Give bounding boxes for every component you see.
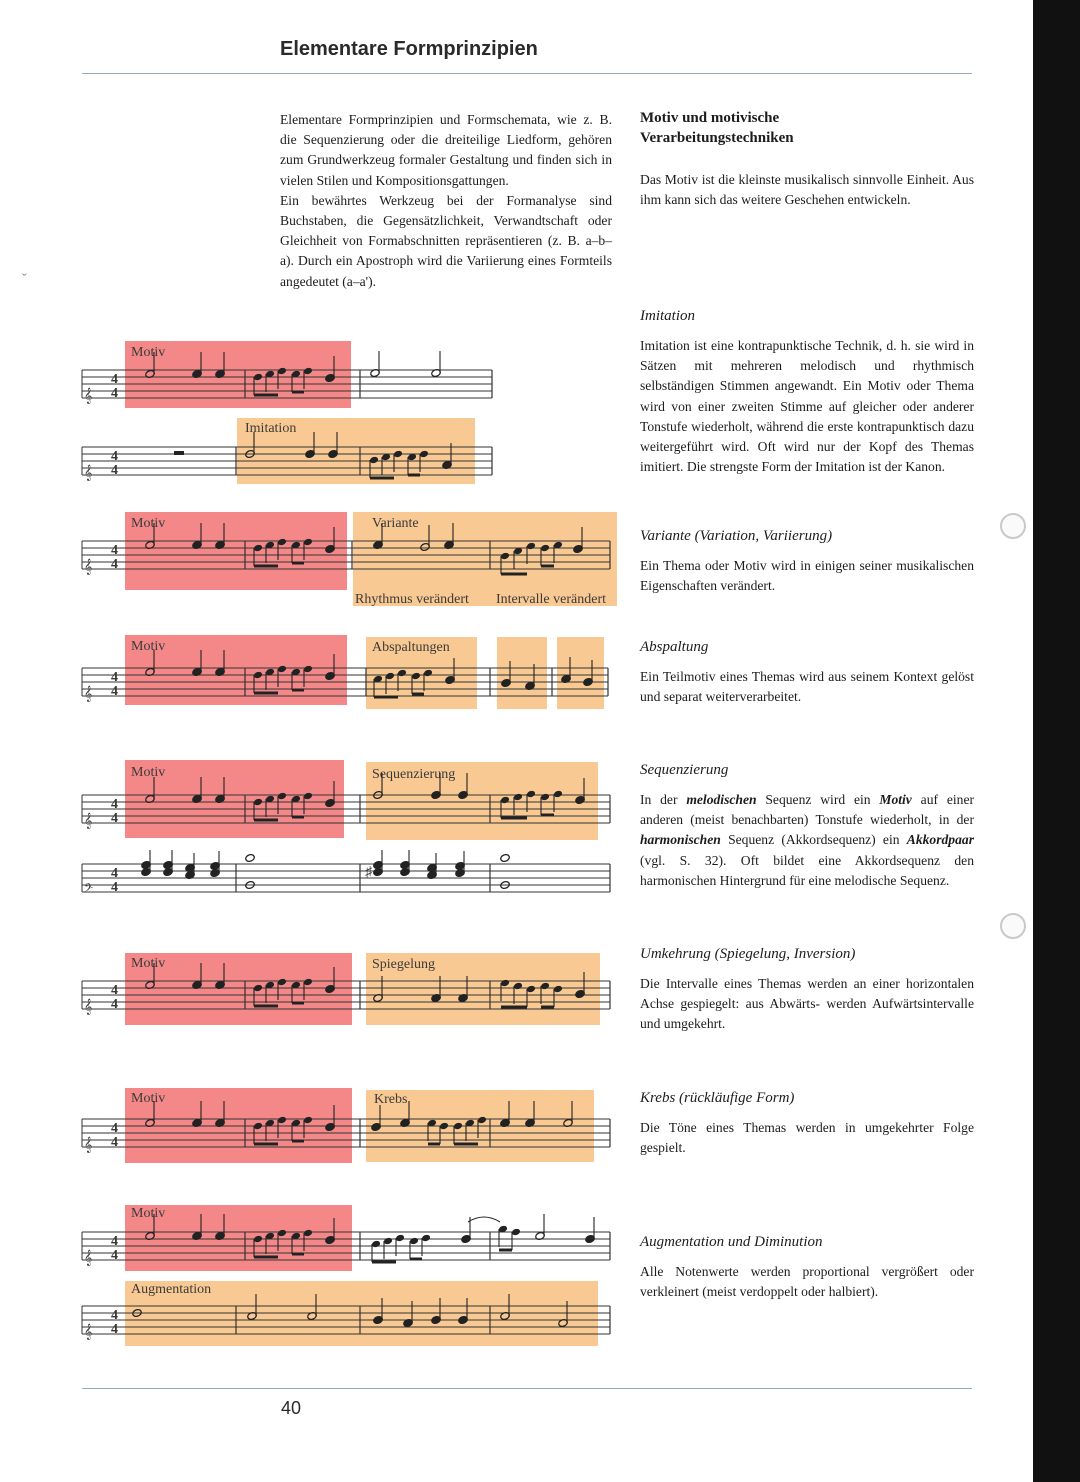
text-run: (vgl. S. 32). Oft bildet eine Akkordsequenz den harmonischen Hintergrund für eine melodische Sequenz. (640, 852, 974, 888)
half-note (370, 351, 380, 378)
sharp: ♯ (365, 865, 372, 880)
section-heading: Krebs (rückläufige Form) (640, 1090, 795, 1106)
motiv-label: Motiv (131, 1091, 166, 1106)
time-signature-top: 4 (111, 670, 118, 685)
section-heading: Abspaltung (640, 639, 709, 655)
text-run: auf einer anderen (meist benachbarten) Tonstufe wiederholt, in der (640, 792, 975, 828)
staff-lower (82, 864, 610, 892)
variant-highlight (497, 637, 547, 709)
caption-rhythm: Rhythmus verändert (355, 592, 469, 607)
section-body: Ein Thema oder Motiv wird in einigen seiner musikalischen Eigenschaften verändert. (640, 558, 974, 594)
motiv-label: Motiv (131, 345, 166, 360)
section-heading: Umkehrung (Spiegelung, Inversion) (640, 946, 856, 962)
caption-interval: Intervalle verändert (496, 592, 606, 607)
time-signature-bottom: 4 (111, 684, 118, 699)
example-label: Imitation (245, 421, 297, 436)
example-label: Abspaltungen (372, 640, 450, 655)
section-body: Ein Teilmotiv eines Themas wird aus seinem Kontext gelöst und separat weiterverarbeitet. (640, 669, 974, 705)
emphasis: Akkordpaar (906, 832, 974, 848)
time-signature-bottom: 4 (111, 1248, 118, 1263)
example-label: Variante (372, 516, 419, 531)
section-heading: Variante (Variation, Variierung) (640, 528, 833, 544)
intro-paragraph-1: Elementare Formprinzipien und Formschemata, wie z. B. die Sequenzierung oder die dreiteilige Liedform, gehören zum Grundwerkzeug formaler Gestaltung und finden sich in vielen Stilen und Kompositionsgattungen. (280, 112, 612, 188)
treble-clef: 𝄞 (84, 1251, 93, 1266)
time-signature-top: 4 (111, 543, 118, 558)
time-signature-bottom: 4 (111, 386, 118, 401)
time-signature-bottom: 4 (111, 811, 118, 826)
tie (468, 1217, 500, 1222)
notehead (245, 853, 255, 862)
section-heading: Motiv und motivische Verarbeitungstechniken (640, 110, 794, 146)
section-body: Das Motiv ist die kleinste musikalisch sinnvolle Einheit. Aus ihm kann sich das weitere Geschehen entwickeln. (640, 172, 974, 208)
time-signature-top: 4 (111, 1234, 118, 1249)
time-signature-top: 4 (111, 1308, 118, 1323)
emphasis: harmonischen (640, 832, 721, 848)
time-signature-top: 4 (111, 372, 118, 387)
time-signature-bottom: 4 (111, 997, 118, 1012)
whole-note (245, 853, 255, 862)
time-signature-top: 4 (111, 797, 118, 812)
time-signature-bottom: 4 (111, 1135, 118, 1150)
motiv-label: Motiv (131, 639, 166, 654)
treble-clef: 𝄞 (84, 560, 93, 575)
example-label: Spiegelung (372, 957, 435, 972)
treble-clef: 𝄞 (84, 1325, 93, 1340)
half-note (431, 351, 441, 378)
time-signature-bottom: 4 (111, 557, 118, 572)
motiv-label: Motiv (131, 1206, 166, 1221)
bottom-rule (82, 1388, 972, 1389)
time-signature-bottom: 4 (111, 463, 118, 478)
treble-clef: 𝄞 (84, 1138, 93, 1153)
treble-clef: 𝄞 (84, 1000, 93, 1015)
page-number: 40 (281, 1398, 302, 1418)
notehead (500, 853, 510, 862)
time-signature-top: 4 (111, 866, 118, 881)
beamed-notes (371, 1234, 405, 1262)
section-heading: Augmentation und Diminution (640, 1234, 823, 1250)
time-signature-top: 4 (111, 983, 118, 998)
treble-clef: 𝄞 (84, 466, 93, 481)
half-note (535, 1214, 545, 1241)
treble-clef: 𝄞 (84, 814, 93, 829)
treble-clef: 𝄞 (84, 687, 93, 702)
example-label: Krebs (374, 1092, 408, 1107)
motiv-label: Motiv (131, 765, 166, 780)
stray-mark: ˇ (22, 272, 27, 287)
example-label: Sequenzierung (372, 767, 456, 782)
emphasis: Motiv (879, 792, 912, 807)
treble-clef: 𝄞 (84, 389, 93, 404)
emphasis: melodischen (686, 792, 757, 807)
whole-note (500, 853, 510, 862)
section-heading: Sequenzierung (640, 762, 729, 778)
time-signature-bottom: 4 (111, 880, 118, 895)
section-heading: Imitation (640, 308, 695, 324)
motiv-label: Motiv (131, 956, 166, 971)
section-body: Alle Notenwerte werden proportional vergrößert oder verkleinert (meist verdoppelt oder halbiert). (640, 1264, 974, 1300)
text-run: Sequenz wird ein (756, 792, 880, 807)
page-title: Elementare Formprinzipien (280, 38, 538, 60)
section-body: Imitation ist eine kontrapunktische Technik, d. h. sie wird in Sätzen mit mehreren melodisch und rhythmisch selbständigen Stimmen angewandt. Ein Motiv oder Thema wird von einer zweiten Stimme auf gleicher oder anderer Tonstufe wiederholt, während die erste kontrapunktisch dazu weitergeführt wird. Oft wird nur der Kopf des Themas imitiert. Die strengste Form der Imitation ist der Kanon. (640, 338, 974, 475)
quarter-note (585, 1217, 595, 1244)
time-signature-top: 4 (111, 449, 118, 464)
variant-highlight (557, 637, 604, 709)
time-signature-top: 4 (111, 1121, 118, 1136)
text-run: Sequenz (Akkordsequenz) ein (720, 832, 907, 848)
section-body: Die Töne eines Themas werden in umgekehrter Folge gespielt. (640, 1120, 974, 1156)
intro-paragraph-2: Ein bewährtes Werkzeug bei der Formanalyse sind Buchstaben, die Gegensätzlichkeit, Verwandtschaft oder Gleichheit von Formabschnitten repräsentieren (z. B. a–b–a). Durch ein Apostroph wird die Variierung eines Formteils angedeutet (a–a'). (280, 192, 612, 289)
example-label: Augmentation (131, 1282, 212, 1297)
section-body: Die Intervalle eines Themas werden an einer horizontalen Achse gespiegelt: aus Abwärts- werden Aufwärtsintervalle und umgekehrt. (640, 976, 974, 1032)
motiv-label: Motiv (131, 516, 166, 531)
whole-rest (174, 451, 184, 455)
text-run: In der (640, 792, 687, 807)
time-signature-bottom: 4 (111, 1322, 118, 1337)
bass-clef: 𝄢 (84, 883, 94, 898)
